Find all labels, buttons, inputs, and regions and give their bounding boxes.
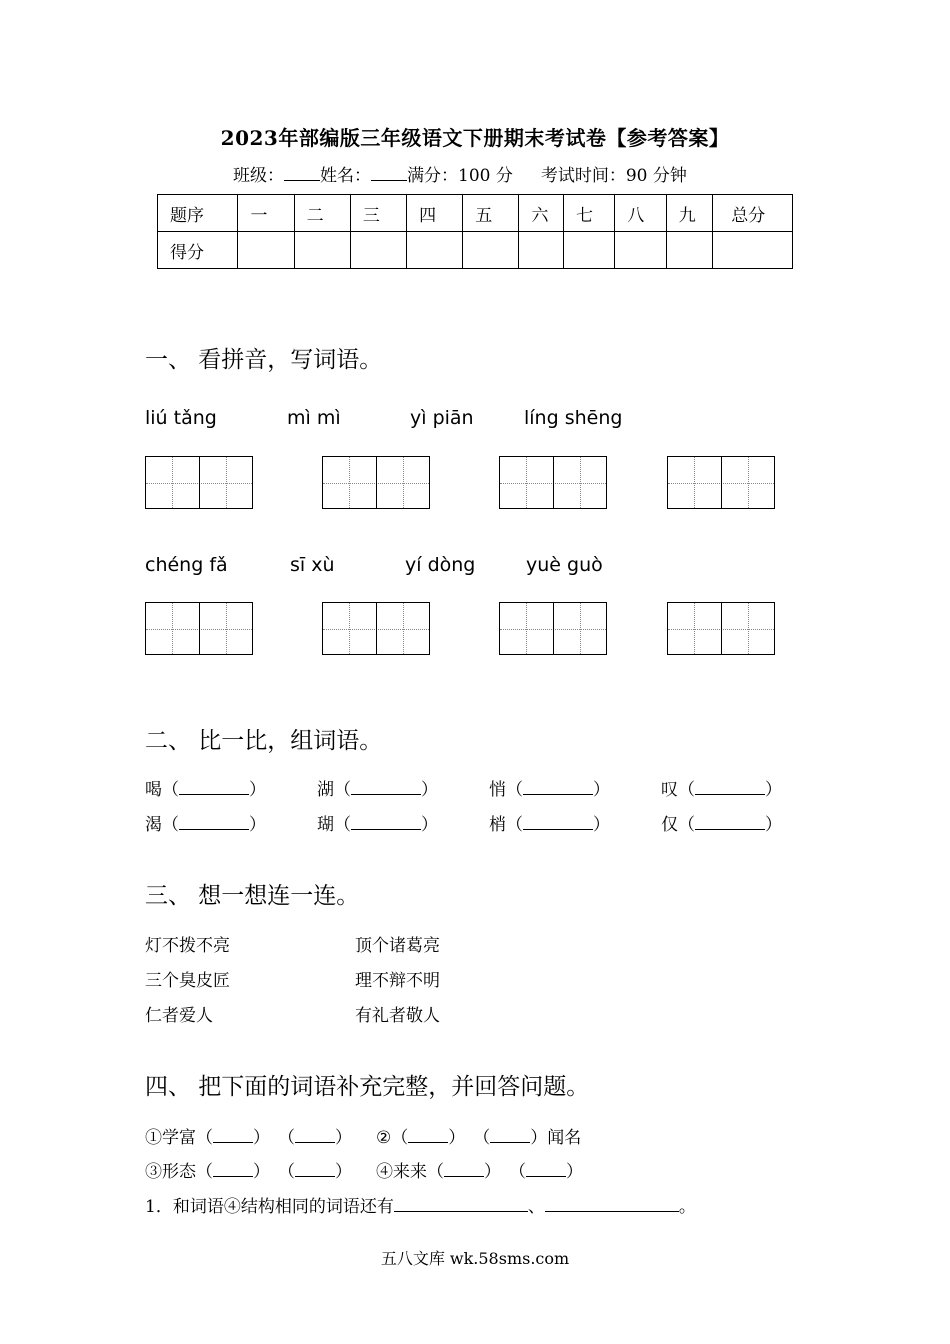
- page-title: 2023年部编版三年级语文下册期末考试卷【参考答案】: [220, 126, 730, 150]
- answer-blank[interactable]: [295, 1128, 335, 1143]
- separator: 、: [527, 1197, 545, 1217]
- match-right[interactable]: 顶个诸葛亮: [355, 936, 440, 956]
- char: 湖: [317, 780, 334, 800]
- answer-blank[interactable]: [351, 780, 421, 795]
- char-item: 湖（ ）: [317, 780, 438, 800]
- answer-blank[interactable]: [490, 1128, 530, 1143]
- char-item: 梢（ ）: [489, 815, 610, 835]
- answer-blank[interactable]: [295, 1162, 335, 1177]
- header-cell: 四: [407, 195, 463, 232]
- writing-grid[interactable]: [322, 602, 430, 655]
- char: 瑚: [317, 815, 334, 835]
- header-cell: 题序: [158, 195, 238, 232]
- section4-title: 四、 把下面的词语补充完整，并回答问题。: [145, 1074, 590, 1100]
- writing-grid[interactable]: [499, 456, 607, 509]
- char: 仅: [661, 815, 678, 835]
- score-cell[interactable]: [350, 232, 406, 269]
- question-text: 1．和词语④结构相同的词语还有: [145, 1197, 394, 1217]
- char: 喝: [145, 780, 162, 800]
- header-cell: 六: [519, 195, 564, 232]
- score-cell[interactable]: [407, 232, 463, 269]
- header-cell: 七: [564, 195, 615, 232]
- answer-blank[interactable]: [179, 780, 249, 795]
- pinyin-1: liú tǎng: [145, 407, 217, 429]
- score-cell[interactable]: [463, 232, 519, 269]
- pinyin-2: mì mì: [287, 407, 341, 429]
- score-cell[interactable]: [564, 232, 615, 269]
- header-cell: 二: [294, 195, 350, 232]
- score-table: [157, 194, 793, 269]
- char-item: 悄（ ）: [489, 780, 610, 800]
- answer-blank[interactable]: [444, 1162, 484, 1177]
- score-cell[interactable]: [519, 232, 564, 269]
- header-cell: 九: [666, 195, 713, 232]
- question-1: [145, 1192, 696, 1217]
- answer-blank[interactable]: [179, 815, 249, 830]
- score-cell[interactable]: [713, 232, 793, 269]
- match-left[interactable]: 仁者爱人: [145, 1006, 213, 1026]
- answer-blank[interactable]: [695, 815, 765, 830]
- match-left[interactable]: 灯不拨不亮: [145, 936, 230, 956]
- idiom-1: ①学富: [145, 1128, 196, 1148]
- idiom-row-2: ③形态（ ） （ ） ④来来（ ） （ ）: [145, 1162, 583, 1182]
- name-blank: [371, 166, 407, 181]
- answer-blank[interactable]: [695, 780, 765, 795]
- score-row-label: 得分: [158, 232, 238, 269]
- writing-grid[interactable]: [667, 456, 775, 509]
- score-cell[interactable]: [666, 232, 713, 269]
- header-cell: 三: [350, 195, 406, 232]
- answer-blank[interactable]: [523, 780, 593, 795]
- section3-title: 三、 想一想连一连。: [145, 883, 360, 909]
- idiom-2-tail: 闻名: [547, 1128, 582, 1148]
- char: 梢: [489, 815, 506, 835]
- char: 渴: [145, 815, 162, 835]
- writing-grid[interactable]: [145, 456, 253, 509]
- writing-grid[interactable]: [499, 602, 607, 655]
- match-left[interactable]: 三个臭皮匠: [145, 971, 230, 991]
- writing-grid[interactable]: [322, 456, 430, 509]
- idiom-3: ③形态: [145, 1162, 196, 1182]
- char-item: 叹（ ）: [661, 780, 782, 800]
- exam-info: [233, 161, 687, 186]
- full-score: 满分：100 分: [407, 166, 513, 186]
- period: 。: [678, 1197, 696, 1217]
- answer-blank[interactable]: [394, 1197, 528, 1212]
- score-cell[interactable]: [238, 232, 294, 269]
- char: 叹: [661, 780, 678, 800]
- pinyin-8: yuè guò: [526, 554, 603, 576]
- idiom-2: ②: [376, 1128, 392, 1148]
- pinyin-3: yì piān: [410, 407, 474, 429]
- pinyin-6: sī xù: [290, 554, 335, 576]
- answer-blank[interactable]: [545, 1197, 679, 1212]
- answer-blank[interactable]: [213, 1128, 253, 1143]
- char-item: 喝（ ）: [145, 780, 266, 800]
- header-cell: 一: [238, 195, 294, 232]
- answer-blank[interactable]: [526, 1162, 566, 1177]
- answer-blank[interactable]: [213, 1162, 253, 1177]
- char-item: 仅（ ）: [661, 815, 782, 835]
- name-label: 姓名：: [320, 166, 371, 186]
- char-item: 渴（ ）: [145, 815, 266, 835]
- score-table-header-row: [158, 195, 793, 232]
- answer-blank[interactable]: [408, 1128, 448, 1143]
- match-right[interactable]: 理不辩不明: [355, 971, 440, 991]
- footer-watermark: 五八文库 wk.58sms.com: [380, 1249, 570, 1268]
- section1-title: 一、 看拼音，写词语。: [145, 347, 383, 373]
- writing-grid[interactable]: [145, 602, 253, 655]
- header-cell: 总分: [713, 195, 793, 232]
- header-cell: 八: [615, 195, 666, 232]
- class-label: 班级：: [233, 166, 284, 186]
- answer-blank[interactable]: [523, 815, 593, 830]
- score-cell[interactable]: [294, 232, 350, 269]
- class-blank: [284, 166, 320, 181]
- score-table-score-row: [158, 232, 793, 269]
- exam-time: 考试时间：90 分钟: [540, 166, 687, 186]
- writing-grid[interactable]: [667, 602, 775, 655]
- pinyin-5: chéng fǎ: [145, 554, 228, 576]
- header-cell: 五: [463, 195, 519, 232]
- pinyin-7: yí dòng: [405, 554, 476, 576]
- score-cell[interactable]: [615, 232, 666, 269]
- idiom-row-1: ①学富（ ） （ ） ②（ ） （ ）闻名: [145, 1128, 582, 1148]
- section2-title: 二、 比一比，组词语。: [145, 728, 383, 754]
- char-item: 瑚（ ）: [317, 815, 438, 835]
- char: 悄: [489, 780, 506, 800]
- match-right[interactable]: 有礼者敬人: [355, 1006, 440, 1026]
- idiom-4: ④来来: [376, 1162, 427, 1182]
- answer-blank[interactable]: [351, 815, 421, 830]
- pinyin-4: líng shēng: [524, 407, 623, 429]
